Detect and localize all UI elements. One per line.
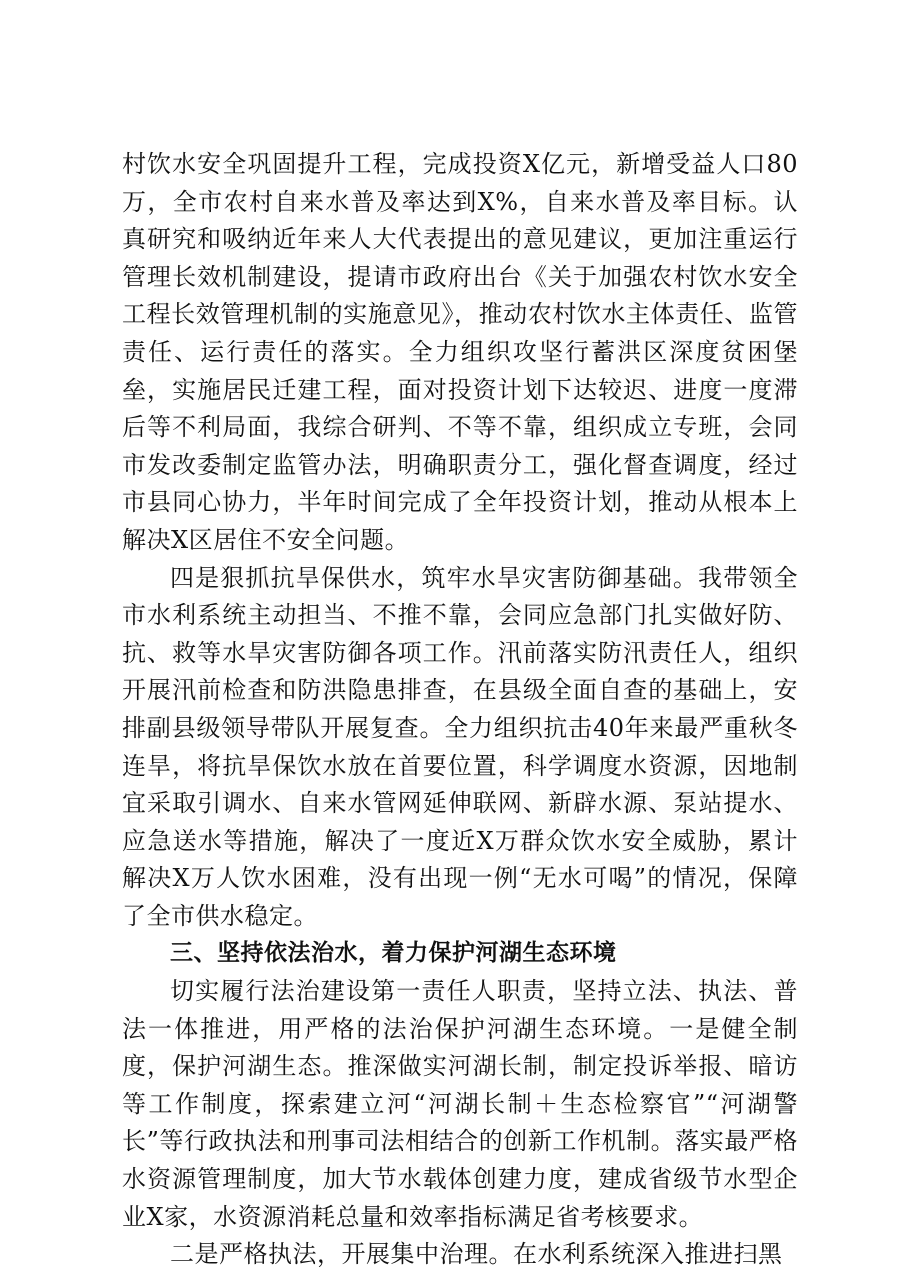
paragraph-rule-of-law: 切实履行法治建设第一责任人职责，坚持立法、执法、普法一体推进，用严格的法治保护河湖生态环境。一是健全制度，保护河湖生态。推深做实河湖长制，制定投诉举报、暗访等工作制度，探索建立河“河湖长制＋生态检察官”“河湖警长”等行政执法和刑事司法相结合的创新工作机制。落实最严格水资源管理制度，加大节水载体创建力度，建成省级节水型企业X家，水资源消耗总量和效率指标满足省考核要求。 [122,977,798,1231]
paragraph-drought-relief: 四是狠抓抗旱保供水，筑牢水旱灾害防御基础。我带领全市水利系统主动担当、不推不靠，会同应急部门扎实做好防、抗、救等水旱灾害防御各项工作。汛前落实防汛责任人，组织开展汛前检查和防洪隐患排查，在县级全面自查的基础上，安排副县级领导带队开展复查。全力组织抗击40年来最严重秋冬连旱，将抗旱保饮水放在首要位置，科学调度水资源，因地制宜采取引调水、自来水管网延伸联网、新辟水源、泵站提水、应急送水等措施，解决了一度近X万群众饮水安全威胁，累计解决X万人饮水困难，没有出现一例“无水可喝”的情况，保障了全市供水稳定。 [122,563,798,930]
section-heading: 三、坚持依法治水，着力保护河湖生态环境 [170,940,617,967]
paragraph-enforcement: 二是严格执法，开展集中治理。在水利系统深入推进扫黑 [170,1240,783,1269]
paragraph-continuation: 村饮水安全巩固提升工程，完成投资X亿元，新增受益人口80万，全市农村自来水普及率达到X%，自来水普及率目标。认真研究和吸纳近年来人大代表提出的意见建议，更加注重运行管理长效机制建设，提请市政府出台《关于加强农村饮水安全工程长效管理机制的实施意见》，推动农村饮水主体责任、监管责任、运行责任的落实。全力组织攻坚行蓄洪区深度贫困堡垒，实施居民迁建工程，面对投资计划下达较迟、进度一度滞后等不利局面，我综合研判、不等不靠，组织成立专班，会同市发改委制定监管办法，明确职责分工，强化督查调度，经过市县同心协力，半年时间完成了全年投资计划，推动从根本上解决X区居住不安全问题。 [122,150,798,554]
document-page [122,146,798,1274]
